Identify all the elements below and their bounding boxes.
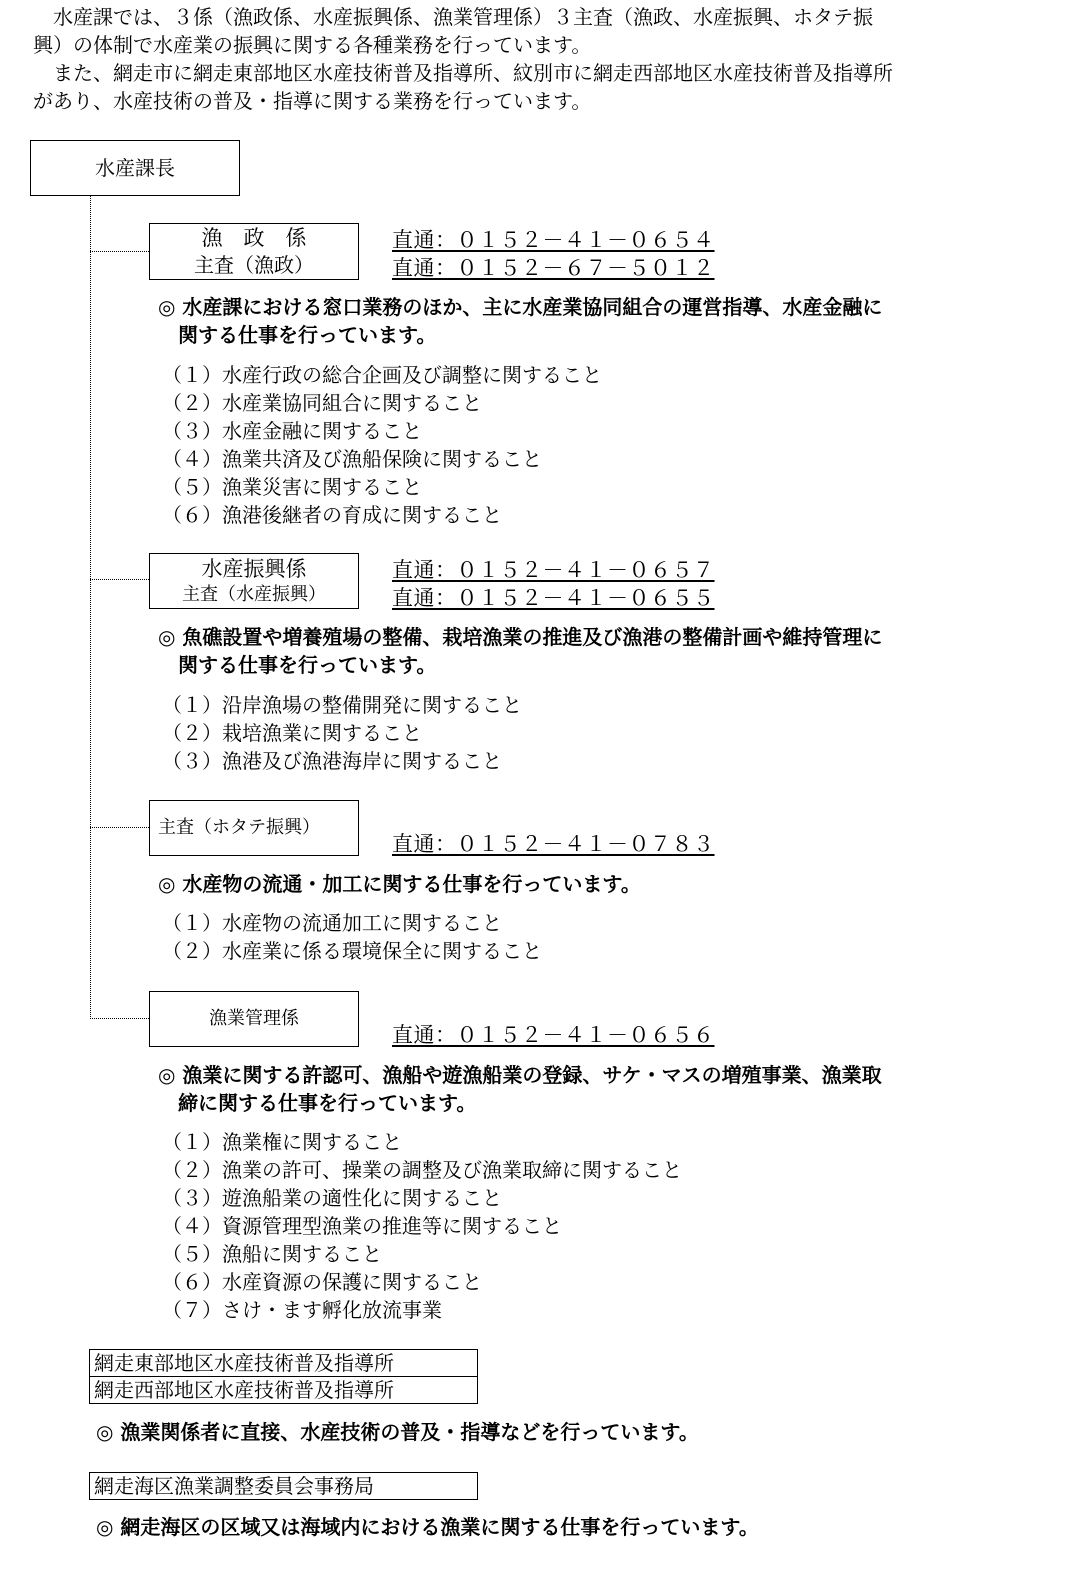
phone-number: 直通：０１５２－４１－０６５６	[392, 1023, 715, 1047]
duty-text: ◎ 網走海区の区域又は海域内における漁業に関する仕事を行っています。	[96, 1515, 759, 1539]
intro-line: 水産課では、３係（漁政係、水産振興係、漁業管理係）３主査（漁政、水産振興、ホタテ振	[33, 5, 873, 29]
duty-text: ◎ 漁業関係者に直接、水産技術の普及・指導などを行っています。	[96, 1420, 699, 1444]
section-box	[149, 800, 359, 856]
list-item: （３）漁港及び漁港海岸に関すること	[162, 749, 502, 773]
list-item: （５）漁業災害に関すること	[162, 475, 422, 499]
duty-text: ◎ 魚礁設置や増養殖場の整備、栽培漁業の推進及び漁港の整備計画や維持管理に	[158, 625, 883, 649]
duty-text: 締に関する仕事を行っています。	[158, 1091, 477, 1115]
list-item: （１）漁業権に関すること	[162, 1130, 402, 1154]
chief-title: 水産課長	[95, 156, 175, 180]
office-name: 網走西部地区水産技術普及指導所	[94, 1378, 394, 1402]
list-item: （１）沿岸漁場の整備開発に関すること	[162, 693, 522, 717]
intro-line: また、網走市に網走東部地区水産技術普及指導所、紋別市に網走西部地区水産技術普及指導所	[33, 61, 893, 85]
section-name: 水産振興係	[201, 557, 307, 581]
list-item: （３）遊漁船業の適性化に関すること	[162, 1186, 502, 1210]
org-branch-line	[90, 827, 149, 828]
phone-number: 直通：０１５２－４１－０６５５	[392, 586, 715, 610]
duty-text: ◎ 水産課における窓口業務のほか、主に水産業協同組合の運営指導、水産金融に	[158, 295, 883, 319]
section-name: 漁 政 係	[201, 226, 307, 250]
section-box	[149, 991, 359, 1047]
org-branch-line	[90, 251, 149, 252]
list-item: （１）水産行政の総合企画及び調整に関すること	[162, 363, 602, 387]
list-item: （１）水産物の流通加工に関すること	[162, 911, 502, 935]
list-item: （７）さけ・ます孵化放流事業	[162, 1298, 442, 1322]
org-branch-line	[90, 1018, 149, 1019]
chief-box	[30, 140, 240, 196]
duty-text: 関する仕事を行っています。	[158, 653, 437, 677]
section-name: 主査（ホタテ振興）	[158, 817, 320, 838]
list-item: （４）漁業共済及び漁船保険に関すること	[162, 447, 542, 471]
phone-number: 直通：０１５２－４１－０６５４	[392, 228, 715, 252]
intro-line: があり、水産技術の普及・指導に関する業務を行っています。	[33, 89, 592, 113]
section-sub-name: 主査（漁政）	[194, 253, 314, 277]
list-item: （４）資源管理型漁業の推進等に関すること	[162, 1214, 562, 1238]
org-branch-line	[90, 579, 149, 580]
duty-text: 関する仕事を行っています。	[158, 323, 437, 347]
duty-text: ◎ 水産物の流通・加工に関する仕事を行っています。	[158, 872, 641, 896]
phone-number: 直通：０１５２－６７－５０１２	[392, 256, 715, 280]
list-item: （３）水産金融に関すること	[162, 419, 422, 443]
list-item: （２）漁業の許可、操業の調整及び漁業取締に関すること	[162, 1158, 682, 1182]
list-item: （２）水産業に係る環境保全に関すること	[162, 939, 542, 963]
org-trunk-line	[90, 195, 91, 1019]
list-item: （５）漁船に関すること	[162, 1242, 382, 1266]
section-box	[149, 223, 359, 280]
list-item: （２）水産業協同組合に関すること	[162, 391, 482, 415]
list-item: （６）水産資源の保護に関すること	[162, 1270, 482, 1294]
section-sub-name: 主査（水産振興）	[182, 584, 326, 605]
section-name: 漁業管理係	[209, 1008, 299, 1029]
office-box	[89, 1376, 478, 1404]
committee-name: 網走海区漁業調整委員会事務局	[94, 1474, 374, 1498]
phone-number: 直通：０１５２－４１－０７８３	[392, 832, 715, 856]
phone-number: 直通：０１５２－４１－０６５７	[392, 558, 715, 582]
office-box	[89, 1349, 478, 1377]
duty-text: ◎ 漁業に関する許認可、漁船や遊漁船業の登録、サケ・マスの増殖事業、漁業取	[158, 1063, 882, 1087]
list-item: （６）漁港後継者の育成に関すること	[162, 503, 502, 527]
committee-box	[89, 1472, 478, 1500]
office-name: 網走東部地区水産技術普及指導所	[94, 1351, 394, 1375]
intro-line: 興）の体制で水産業の振興に関する各種業務を行っています。	[33, 33, 592, 57]
list-item: （２）栽培漁業に関すること	[162, 721, 422, 745]
section-box	[149, 553, 359, 609]
